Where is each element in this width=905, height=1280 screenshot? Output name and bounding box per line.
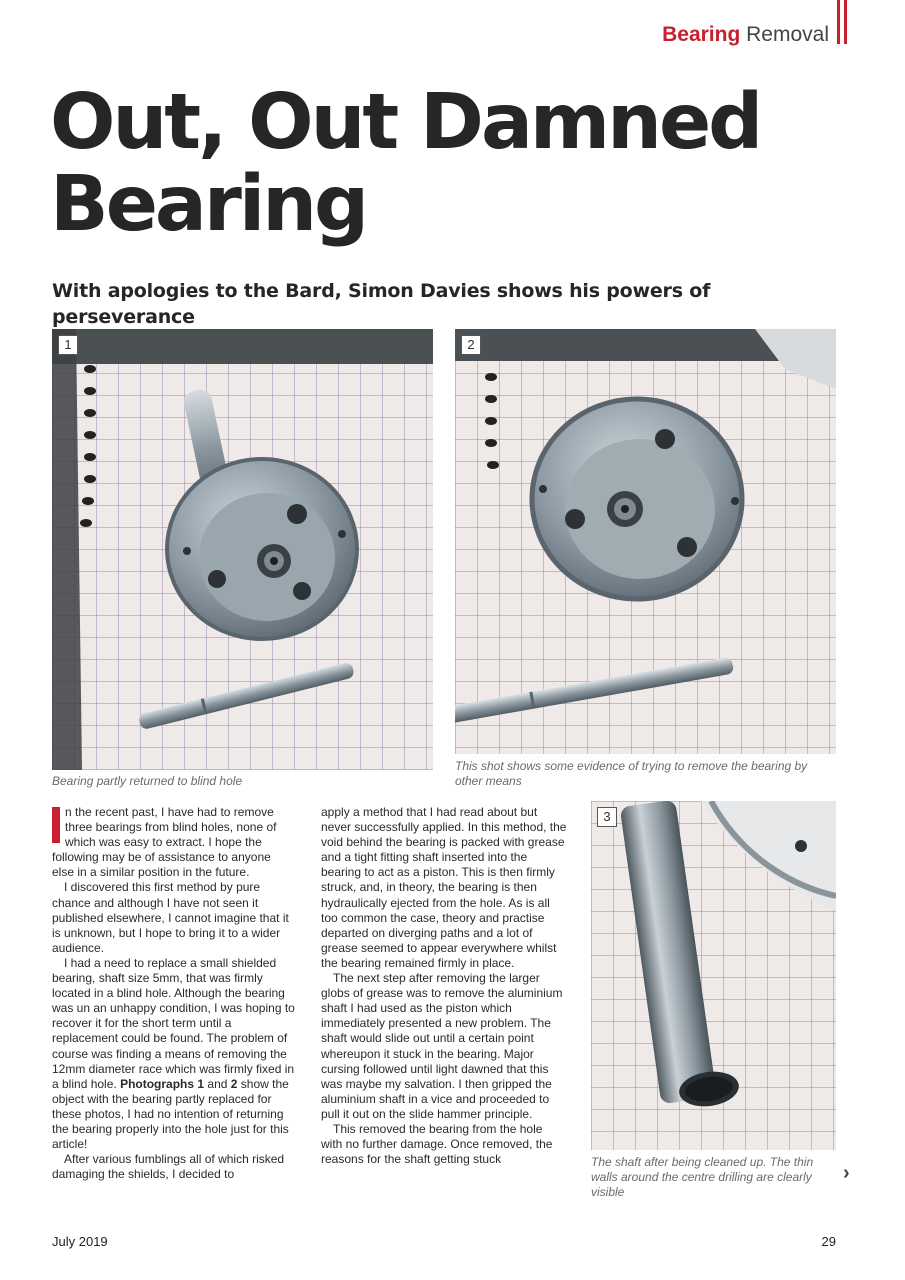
photo-2-number: 2 (461, 335, 481, 355)
title-line-1: Out, Out Damned (50, 78, 761, 167)
col1-paragraph-2: I discovered this first method by pure chance and although I have not seen it published elsewhere, I cannot imagine that it is unknown, but I hope to bring it to a wider audience. (52, 880, 289, 955)
title-line-2: Bearing (50, 160, 367, 249)
col1-p3-text-a: I had a need to replace a small shielded bearing, shaft size 5mm, that was firmly located in a blind hole. Although the bearing was un an unhappy condition, I was hoping to recover it for the short term until a replacement could be found. The problem of course was finding a means of removing the 12mm diameter race which was firmly fixed in a blind hole. (52, 955, 295, 1091)
photo-3-number: 3 (597, 807, 617, 827)
col2-paragraph-3: This removed the bearing from the hole with no further damage. Once removed, the reasons for the shaft getting stuck (321, 1121, 553, 1167)
photo-2 (455, 329, 836, 754)
article-subtitle: With apologies to the Bard, Simon Davies shows his powers of perseverance (52, 280, 711, 328)
photo-1-number: 1 (58, 335, 78, 355)
photo-3-illustration (591, 801, 836, 1150)
section-header-light: Removal (746, 23, 829, 46)
footer-date: July 2019 (52, 1234, 108, 1249)
col1-paragraph-1 (52, 805, 295, 880)
photo-2-caption: This shot shows some evidence of trying to remove the bearing by other means (455, 759, 808, 788)
photo-2-illustration (455, 329, 836, 754)
col1-p3-text-c: show the object with the bearing partly replaced for these photos, I had no intention of returning the bearing properly into the hole just for this article! (52, 1076, 289, 1152)
section-header-strong: Bearing (662, 23, 741, 46)
col1-paragraph-3 (52, 956, 295, 1152)
photo-1-caption: Bearing partly returned to blind hole (52, 774, 243, 788)
col1-paragraph-4: After various fumblings all of which risked damaging the shields, I decided to (52, 1152, 285, 1182)
page-number: 29 (821, 1234, 836, 1249)
col1-paragraph-1-text: n the recent past, I have had to remove three bearings from blind holes, none of which was easy to extract. I hope the following may be of assistance to anyone else in a similar position in the future. (52, 805, 277, 880)
photo-1 (52, 329, 433, 770)
chevron-right-icon[interactable]: › (843, 1162, 850, 1184)
drop-cap-mark (52, 807, 60, 843)
section-header (662, 22, 829, 48)
col2-paragraph-1: apply a method that I had read about but never successfully applied. In this method, the void behind the bearing is packed with grease and a tight fitting shaft inserted into the bearing to act as a piston. This is then firmly struck, and, in theory, the bearing is then hydraulically ejected from the hole. As is all too common the case, theory and practise departed on diverging paths and a lot of grease seemed to appear everywhere whilst the bearing remained firmly in place. (321, 805, 567, 970)
body-column-1 (52, 805, 295, 1182)
photo-reference-2: 2 (230, 1076, 238, 1091)
photo-3-caption: The shaft after being cleaned up. The thin walls around the centre drilling are clearly visible (591, 1155, 814, 1199)
photo-3 (591, 801, 836, 1150)
col1-p3-text-b: and (204, 1076, 231, 1091)
col2-paragraph-2: The next step after removing the larger globs of grease was to remove the aluminium shaft I had used as the piston which immediately presented a new problem. The shaft would slide out until a certain point whereupon it stuck in the bearing. Major cursing followed until light dawned that this was maybe my salvation. I then gripped the aluminium shaft in a vice and proceeded to pull it out on the slide hammer principle. (321, 971, 563, 1121)
photo-reference-1: Photographs 1 (120, 1076, 205, 1091)
article-title (50, 78, 850, 249)
photo-1-illustration (52, 329, 433, 770)
body-column-2 (321, 805, 567, 1167)
header-accent-bars (837, 0, 849, 44)
